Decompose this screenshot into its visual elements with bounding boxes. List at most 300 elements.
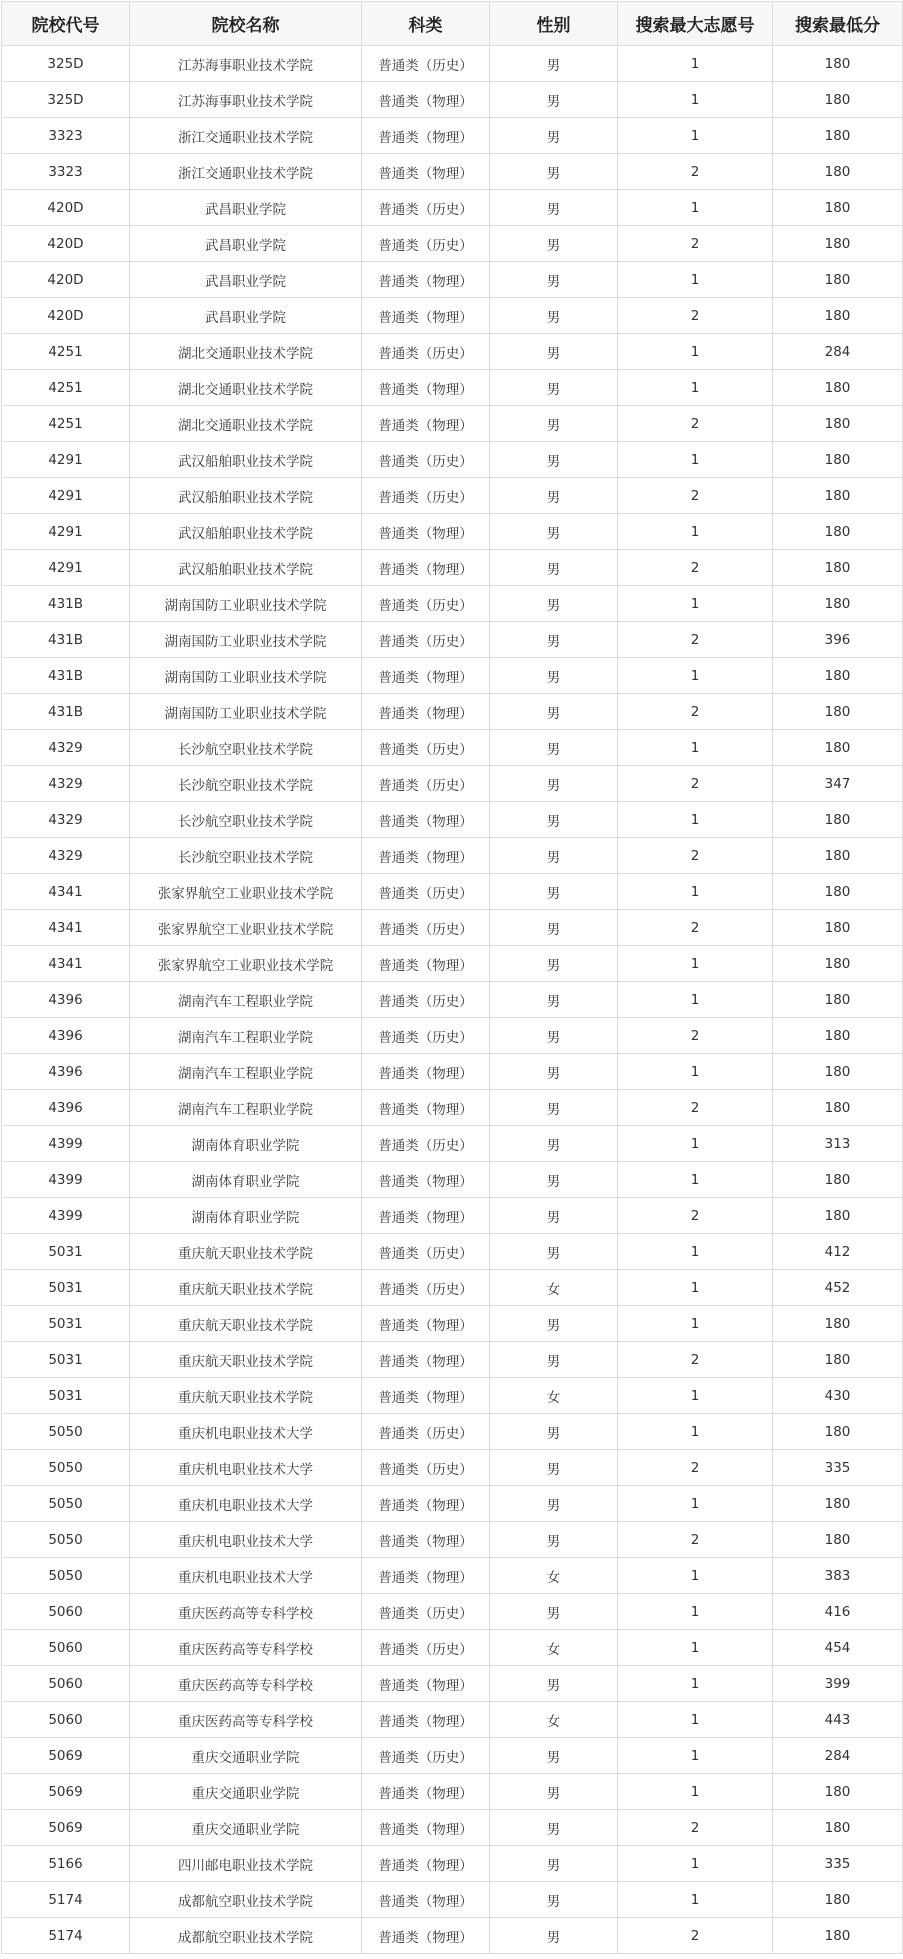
cell-school-name: 重庆医药高等专科学校 — [130, 1594, 362, 1630]
table-row — [2, 766, 903, 802]
table-row — [2, 1270, 903, 1306]
cell-gender: 男 — [490, 1342, 618, 1378]
table-row — [2, 1162, 903, 1198]
cell-school-code: 4341 — [2, 946, 130, 982]
cell-subject-category: 普通类（物理） — [362, 1198, 490, 1234]
table-row — [2, 1486, 903, 1522]
cell-school-code: 5050 — [2, 1486, 130, 1522]
cell-max-choice-number: 1 — [618, 1630, 773, 1666]
cell-max-choice-number: 1 — [618, 1558, 773, 1594]
cell-max-choice-number: 2 — [618, 550, 773, 586]
cell-school-name: 重庆交通职业学院 — [130, 1774, 362, 1810]
cell-school-name: 张家界航空工业职业技术学院 — [130, 874, 362, 910]
cell-school-code: 420D — [2, 262, 130, 298]
cell-school-name: 成都航空职业技术学院 — [130, 1882, 362, 1918]
cell-school-name: 浙江交通职业技术学院 — [130, 118, 362, 154]
cell-max-choice-number: 1 — [618, 1702, 773, 1738]
cell-subject-category: 普通类（历史） — [362, 226, 490, 262]
cell-school-name: 江苏海事职业技术学院 — [130, 46, 362, 82]
cell-max-choice-number: 1 — [618, 1378, 773, 1414]
cell-gender: 男 — [490, 1594, 618, 1630]
cell-min-score: 180 — [773, 190, 903, 226]
cell-gender: 男 — [490, 190, 618, 226]
header-school-code: 院校代号 — [2, 2, 130, 46]
cell-max-choice-number: 2 — [618, 1522, 773, 1558]
cell-min-score: 399 — [773, 1666, 903, 1702]
cell-gender: 男 — [490, 1126, 618, 1162]
table-row — [2, 982, 903, 1018]
cell-school-code: 325D — [2, 82, 130, 118]
cell-min-score: 180 — [773, 1486, 903, 1522]
cell-subject-category: 普通类（物理） — [362, 406, 490, 442]
cell-min-score: 180 — [773, 694, 903, 730]
cell-school-name: 江苏海事职业技术学院 — [130, 82, 362, 118]
cell-max-choice-number: 1 — [618, 82, 773, 118]
cell-max-choice-number: 1 — [618, 658, 773, 694]
table-header — [2, 2, 903, 46]
cell-max-choice-number: 1 — [618, 1234, 773, 1270]
table-row — [2, 1846, 903, 1882]
cell-gender: 男 — [490, 82, 618, 118]
cell-gender: 女 — [490, 1702, 618, 1738]
cell-min-score: 180 — [773, 730, 903, 766]
table-row — [2, 1090, 903, 1126]
cell-school-code: 5069 — [2, 1774, 130, 1810]
cell-school-code: 5060 — [2, 1630, 130, 1666]
cell-school-name: 湖南国防工业职业技术学院 — [130, 622, 362, 658]
table-row — [2, 226, 903, 262]
cell-school-name: 湖南汽车工程职业学院 — [130, 1018, 362, 1054]
cell-school-code: 4399 — [2, 1198, 130, 1234]
cell-gender: 女 — [490, 1630, 618, 1666]
cell-max-choice-number: 2 — [618, 298, 773, 334]
cell-subject-category: 普通类（物理） — [362, 298, 490, 334]
table-row — [2, 154, 903, 190]
cell-school-code: 420D — [2, 190, 130, 226]
cell-school-code: 5060 — [2, 1666, 130, 1702]
cell-min-score: 180 — [773, 1882, 903, 1918]
cell-school-name: 湖南汽车工程职业学院 — [130, 982, 362, 1018]
cell-max-choice-number: 1 — [618, 586, 773, 622]
cell-school-name: 武昌职业学院 — [130, 262, 362, 298]
cell-min-score: 383 — [773, 1558, 903, 1594]
cell-gender: 男 — [490, 1234, 618, 1270]
cell-school-code: 5031 — [2, 1342, 130, 1378]
cell-school-code: 5050 — [2, 1414, 130, 1450]
cell-min-score: 335 — [773, 1846, 903, 1882]
cell-min-score: 180 — [773, 1198, 903, 1234]
cell-subject-category: 普通类（历史） — [362, 1234, 490, 1270]
cell-gender: 男 — [490, 586, 618, 622]
cell-min-score: 180 — [773, 478, 903, 514]
cell-gender: 男 — [490, 1198, 618, 1234]
cell-school-name: 重庆交通职业学院 — [130, 1810, 362, 1846]
cell-max-choice-number: 1 — [618, 118, 773, 154]
cell-school-code: 420D — [2, 226, 130, 262]
cell-school-code: 4329 — [2, 838, 130, 874]
table-row — [2, 1558, 903, 1594]
cell-subject-category: 普通类（物理） — [362, 1378, 490, 1414]
cell-subject-category: 普通类（物理） — [362, 694, 490, 730]
cell-min-score: 180 — [773, 514, 903, 550]
cell-gender: 女 — [490, 1558, 618, 1594]
cell-gender: 男 — [490, 874, 618, 910]
table-row — [2, 1774, 903, 1810]
table-row — [2, 1918, 903, 1954]
cell-min-score: 180 — [773, 1018, 903, 1054]
cell-subject-category: 普通类（历史） — [362, 478, 490, 514]
cell-school-code: 3323 — [2, 154, 130, 190]
cell-school-name: 重庆航天职业技术学院 — [130, 1342, 362, 1378]
cell-subject-category: 普通类（历史） — [362, 1414, 490, 1450]
cell-school-code: 4341 — [2, 910, 130, 946]
cell-max-choice-number: 2 — [618, 1090, 773, 1126]
table-row — [2, 946, 903, 982]
cell-school-code: 5031 — [2, 1234, 130, 1270]
cell-min-score: 180 — [773, 1774, 903, 1810]
cell-school-name: 长沙航空职业技术学院 — [130, 838, 362, 874]
cell-subject-category: 普通类（物理） — [362, 1306, 490, 1342]
cell-gender: 男 — [490, 622, 618, 658]
cell-gender: 男 — [490, 1810, 618, 1846]
cell-min-score: 180 — [773, 658, 903, 694]
cell-min-score: 180 — [773, 370, 903, 406]
cell-subject-category: 普通类（历史） — [362, 442, 490, 478]
cell-min-score: 180 — [773, 982, 903, 1018]
cell-max-choice-number: 2 — [618, 766, 773, 802]
cell-subject-category: 普通类（历史） — [362, 622, 490, 658]
cell-school-name: 重庆机电职业技术大学 — [130, 1450, 362, 1486]
cell-subject-category: 普通类（物理） — [362, 1666, 490, 1702]
cell-min-score: 180 — [773, 586, 903, 622]
cell-school-name: 浙江交通职业技术学院 — [130, 154, 362, 190]
cell-max-choice-number: 1 — [618, 1126, 773, 1162]
cell-subject-category: 普通类（历史） — [362, 586, 490, 622]
cell-gender: 男 — [490, 1306, 618, 1342]
cell-min-score: 180 — [773, 118, 903, 154]
cell-min-score: 180 — [773, 1810, 903, 1846]
cell-max-choice-number: 2 — [618, 1918, 773, 1954]
cell-max-choice-number: 1 — [618, 1846, 773, 1882]
table-row — [2, 334, 903, 370]
cell-min-score: 180 — [773, 1918, 903, 1954]
cell-subject-category: 普通类（物理） — [362, 946, 490, 982]
table-row — [2, 910, 903, 946]
cell-min-score: 180 — [773, 1162, 903, 1198]
cell-school-code: 5069 — [2, 1738, 130, 1774]
cell-school-code: 4291 — [2, 514, 130, 550]
cell-gender: 男 — [490, 154, 618, 190]
cell-subject-category: 普通类（物理） — [362, 802, 490, 838]
table-row — [2, 82, 903, 118]
cell-gender: 男 — [490, 694, 618, 730]
table-row — [2, 586, 903, 622]
cell-min-score: 284 — [773, 1738, 903, 1774]
cell-school-code: 5050 — [2, 1558, 130, 1594]
cell-min-score: 180 — [773, 874, 903, 910]
cell-gender: 男 — [490, 838, 618, 874]
cell-subject-category: 普通类（物理） — [362, 1702, 490, 1738]
cell-min-score: 180 — [773, 46, 903, 82]
cell-subject-category: 普通类（历史） — [362, 1594, 490, 1630]
cell-min-score: 412 — [773, 1234, 903, 1270]
cell-max-choice-number: 1 — [618, 1774, 773, 1810]
cell-max-choice-number: 2 — [618, 406, 773, 442]
cell-gender: 男 — [490, 1846, 618, 1882]
cell-gender: 男 — [490, 1522, 618, 1558]
cell-max-choice-number: 1 — [618, 802, 773, 838]
table-row — [2, 622, 903, 658]
cell-gender: 男 — [490, 46, 618, 82]
cell-gender: 男 — [490, 946, 618, 982]
table-row — [2, 1594, 903, 1630]
cell-school-code: 431B — [2, 586, 130, 622]
cell-subject-category: 普通类（物理） — [362, 1054, 490, 1090]
cell-school-code: 4396 — [2, 1018, 130, 1054]
cell-gender: 男 — [490, 478, 618, 514]
cell-subject-category: 普通类（历史） — [362, 334, 490, 370]
cell-max-choice-number: 2 — [618, 1450, 773, 1486]
cell-min-score: 180 — [773, 910, 903, 946]
cell-school-code: 431B — [2, 622, 130, 658]
cell-max-choice-number: 2 — [618, 910, 773, 946]
cell-subject-category: 普通类（物理） — [362, 838, 490, 874]
cell-subject-category: 普通类（物理） — [362, 82, 490, 118]
cell-gender: 男 — [490, 514, 618, 550]
cell-gender: 男 — [490, 334, 618, 370]
cell-max-choice-number: 2 — [618, 1018, 773, 1054]
cell-subject-category: 普通类（物理） — [362, 1918, 490, 1954]
cell-school-name: 四川邮电职业技术学院 — [130, 1846, 362, 1882]
cell-school-name: 湖南国防工业职业技术学院 — [130, 658, 362, 694]
cell-min-score: 430 — [773, 1378, 903, 1414]
cell-school-code: 5174 — [2, 1918, 130, 1954]
cell-school-code: 4251 — [2, 406, 130, 442]
cell-max-choice-number: 1 — [618, 190, 773, 226]
table-row — [2, 838, 903, 874]
cell-max-choice-number: 1 — [618, 982, 773, 1018]
cell-min-score: 180 — [773, 946, 903, 982]
cell-max-choice-number: 2 — [618, 1198, 773, 1234]
cell-subject-category: 普通类（历史） — [362, 1738, 490, 1774]
cell-subject-category: 普通类（物理） — [362, 154, 490, 190]
cell-subject-category: 普通类（物理） — [362, 658, 490, 694]
cell-school-code: 5060 — [2, 1702, 130, 1738]
table-row — [2, 1522, 903, 1558]
cell-gender: 男 — [490, 658, 618, 694]
cell-school-name: 重庆航天职业技术学院 — [130, 1306, 362, 1342]
cell-school-code: 4399 — [2, 1162, 130, 1198]
table-row — [2, 442, 903, 478]
cell-min-score: 180 — [773, 226, 903, 262]
cell-school-name: 重庆机电职业技术大学 — [130, 1414, 362, 1450]
cell-gender: 男 — [490, 1738, 618, 1774]
cell-max-choice-number: 1 — [618, 262, 773, 298]
cell-min-score: 180 — [773, 1414, 903, 1450]
cell-gender: 男 — [490, 730, 618, 766]
cell-school-code: 5031 — [2, 1270, 130, 1306]
cell-subject-category: 普通类（物理） — [362, 1558, 490, 1594]
cell-subject-category: 普通类（历史） — [362, 1630, 490, 1666]
cell-school-code: 431B — [2, 658, 130, 694]
cell-max-choice-number: 1 — [618, 1666, 773, 1702]
cell-gender: 男 — [490, 1162, 618, 1198]
cell-min-score: 180 — [773, 262, 903, 298]
cell-school-code: 5031 — [2, 1378, 130, 1414]
table-row — [2, 1882, 903, 1918]
cell-gender: 男 — [490, 1414, 618, 1450]
cell-min-score: 180 — [773, 442, 903, 478]
cell-school-code: 420D — [2, 298, 130, 334]
cell-gender: 男 — [490, 262, 618, 298]
table-row — [2, 190, 903, 226]
cell-school-code: 4396 — [2, 1054, 130, 1090]
cell-school-code: 4341 — [2, 874, 130, 910]
cell-max-choice-number: 1 — [618, 1306, 773, 1342]
cell-max-choice-number: 1 — [618, 1882, 773, 1918]
cell-school-code: 4251 — [2, 370, 130, 406]
cell-school-code: 4399 — [2, 1126, 130, 1162]
cell-school-name: 武汉船舶职业技术学院 — [130, 550, 362, 586]
cell-gender: 男 — [490, 1666, 618, 1702]
cell-school-name: 武汉船舶职业技术学院 — [130, 442, 362, 478]
table-row — [2, 298, 903, 334]
cell-subject-category: 普通类（物理） — [362, 1774, 490, 1810]
cell-subject-category: 普通类（历史） — [362, 982, 490, 1018]
cell-school-name: 湖北交通职业技术学院 — [130, 334, 362, 370]
cell-school-name: 长沙航空职业技术学院 — [130, 730, 362, 766]
cell-gender: 男 — [490, 370, 618, 406]
header-max-choice-number: 搜索最大志愿号 — [618, 2, 773, 46]
cell-gender: 男 — [490, 1090, 618, 1126]
cell-school-name: 重庆机电职业技术大学 — [130, 1558, 362, 1594]
cell-max-choice-number: 1 — [618, 730, 773, 766]
cell-school-name: 重庆机电职业技术大学 — [130, 1522, 362, 1558]
table-row — [2, 406, 903, 442]
cell-school-code: 5174 — [2, 1882, 130, 1918]
cell-school-code: 5031 — [2, 1306, 130, 1342]
cell-gender: 男 — [490, 1486, 618, 1522]
cell-school-code: 5050 — [2, 1522, 130, 1558]
cell-subject-category: 普通类（历史） — [362, 1018, 490, 1054]
cell-school-code: 4291 — [2, 550, 130, 586]
cell-min-score: 416 — [773, 1594, 903, 1630]
cell-gender: 男 — [490, 226, 618, 262]
cell-gender: 男 — [490, 1018, 618, 1054]
cell-school-name: 重庆航天职业技术学院 — [130, 1378, 362, 1414]
cell-min-score: 284 — [773, 334, 903, 370]
cell-min-score: 443 — [773, 1702, 903, 1738]
cell-school-name: 湖南国防工业职业技术学院 — [130, 586, 362, 622]
cell-min-score: 454 — [773, 1630, 903, 1666]
cell-min-score: 180 — [773, 802, 903, 838]
cell-gender: 男 — [490, 550, 618, 586]
cell-subject-category: 普通类（历史） — [362, 1450, 490, 1486]
table-row — [2, 1018, 903, 1054]
cell-school-name: 重庆医药高等专科学校 — [130, 1666, 362, 1702]
table-row — [2, 1234, 903, 1270]
table-row — [2, 1198, 903, 1234]
cell-min-score: 180 — [773, 838, 903, 874]
cell-gender: 男 — [490, 1774, 618, 1810]
cell-school-name: 湖南体育职业学院 — [130, 1198, 362, 1234]
cell-school-name: 湖北交通职业技术学院 — [130, 370, 362, 406]
cell-max-choice-number: 1 — [618, 1054, 773, 1090]
cell-gender: 男 — [490, 766, 618, 802]
cell-subject-category: 普通类（物理） — [362, 550, 490, 586]
cell-min-score: 180 — [773, 1306, 903, 1342]
cell-min-score: 180 — [773, 1054, 903, 1090]
cell-min-score: 335 — [773, 1450, 903, 1486]
cell-school-code: 4291 — [2, 442, 130, 478]
cell-min-score: 180 — [773, 154, 903, 190]
cell-school-code: 5060 — [2, 1594, 130, 1630]
cell-school-name: 重庆机电职业技术大学 — [130, 1486, 362, 1522]
cell-school-code: 431B — [2, 694, 130, 730]
cell-max-choice-number: 1 — [618, 46, 773, 82]
cell-subject-category: 普通类（物理） — [362, 1162, 490, 1198]
table-row — [2, 1306, 903, 1342]
cell-gender: 女 — [490, 1270, 618, 1306]
admission-table — [1, 1, 903, 1954]
table-body — [2, 46, 903, 1954]
cell-max-choice-number: 1 — [618, 1738, 773, 1774]
cell-school-name: 重庆医药高等专科学校 — [130, 1702, 362, 1738]
table-row — [2, 1738, 903, 1774]
cell-min-score: 180 — [773, 1522, 903, 1558]
cell-max-choice-number: 1 — [618, 334, 773, 370]
table-row — [2, 118, 903, 154]
table-row — [2, 1342, 903, 1378]
cell-school-name: 武汉船舶职业技术学院 — [130, 514, 362, 550]
cell-gender: 男 — [490, 298, 618, 334]
cell-school-name: 重庆航天职业技术学院 — [130, 1234, 362, 1270]
cell-subject-category: 普通类（物理） — [362, 1522, 490, 1558]
cell-gender: 男 — [490, 1450, 618, 1486]
table-row — [2, 550, 903, 586]
table-row — [2, 802, 903, 838]
cell-gender: 男 — [490, 442, 618, 478]
cell-school-name: 重庆医药高等专科学校 — [130, 1630, 362, 1666]
table-row — [2, 658, 903, 694]
cell-school-name: 成都航空职业技术学院 — [130, 1918, 362, 1954]
cell-max-choice-number: 1 — [618, 874, 773, 910]
cell-min-score: 180 — [773, 406, 903, 442]
table-row — [2, 1810, 903, 1846]
cell-min-score: 180 — [773, 1342, 903, 1378]
cell-gender: 男 — [490, 982, 618, 1018]
cell-max-choice-number: 1 — [618, 1594, 773, 1630]
cell-school-name: 湖南汽车工程职业学院 — [130, 1090, 362, 1126]
cell-min-score: 396 — [773, 622, 903, 658]
cell-subject-category: 普通类（历史） — [362, 766, 490, 802]
cell-max-choice-number: 2 — [618, 838, 773, 874]
cell-subject-category: 普通类（物理） — [362, 370, 490, 406]
cell-school-name: 湖南国防工业职业技术学院 — [130, 694, 362, 730]
cell-min-score: 180 — [773, 298, 903, 334]
table-row — [2, 1378, 903, 1414]
table-row — [2, 262, 903, 298]
cell-max-choice-number: 2 — [618, 1810, 773, 1846]
cell-school-code: 5166 — [2, 1846, 130, 1882]
cell-min-score: 452 — [773, 1270, 903, 1306]
table-row — [2, 874, 903, 910]
cell-gender: 男 — [490, 1918, 618, 1954]
cell-school-name: 武昌职业学院 — [130, 298, 362, 334]
cell-max-choice-number: 2 — [618, 478, 773, 514]
cell-school-code: 4396 — [2, 982, 130, 1018]
cell-school-name: 武汉船舶职业技术学院 — [130, 478, 362, 514]
